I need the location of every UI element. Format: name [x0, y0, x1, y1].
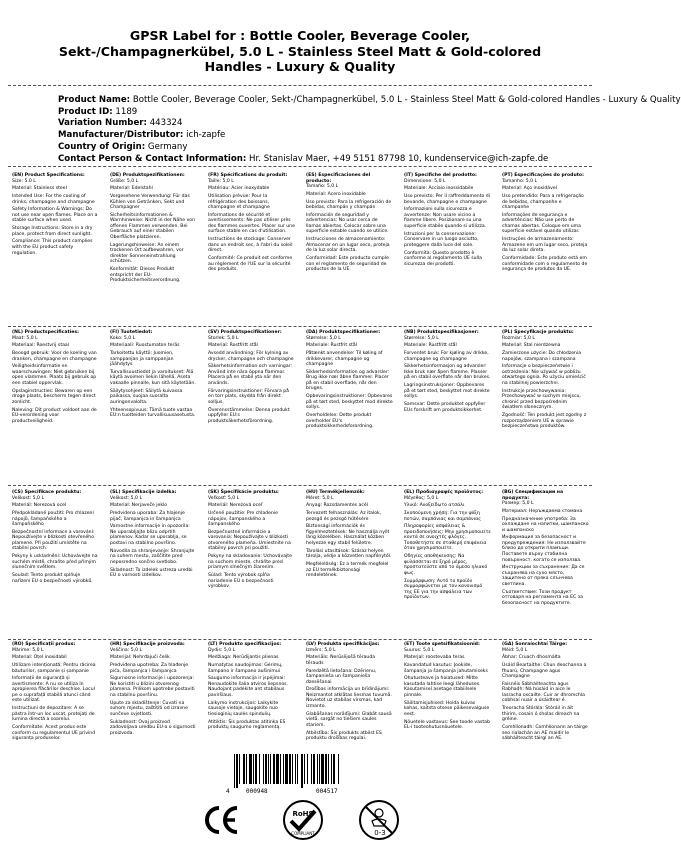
- barcode-bar: [259, 754, 260, 784]
- barcode-bar: [331, 754, 332, 784]
- language-spec-column: [502, 330, 589, 482]
- spec-line: Storlek: 5,0 L: [208, 335, 239, 341]
- spec-line: Sikkerhetsinformasjon og advarsler: Ikke bruk nær åpen flamme. Plasser på en stabil overflate når den brukes.: [404, 364, 491, 381]
- spec-line: Atitiktis: Šis produktas atitinka ES produktų saugumo reglamentą.: [208, 719, 286, 731]
- info-value: Germany: [147, 141, 188, 152]
- spec-line: Instruções de armazenamento: Armazene em um lugar seco, proteja da luz solar direta.: [502, 237, 588, 254]
- age-warning-logo: [358, 799, 400, 841]
- spec-heading: (ES) Especificaciones del producto:: [306, 173, 371, 184]
- language-spec-column: [208, 330, 295, 482]
- spec-line: Súlad: Tento výrobok spĺňa nariadenie EÚ o bezpečnosti výrobkov.: [208, 573, 274, 590]
- divider: [8, 639, 592, 640]
- barcode-bar: [253, 754, 254, 784]
- spec-line: Predvidena uporaba: Za hlajenje pijač, šampanjca in šampanjca: [110, 511, 185, 522]
- language-spec-column: [306, 490, 393, 636]
- barcode-bar: [246, 754, 247, 784]
- spec-line: Velikost: 5,0 L: [110, 495, 142, 501]
- rohs-logo: [282, 799, 324, 841]
- barcode-bar: [280, 754, 281, 784]
- spec-line: Conformidade: Este produto está em conformidade com o regulamento de segurança de produtos da UE.: [502, 256, 588, 273]
- barcode-bars: [228, 754, 374, 788]
- spec-line: Material: Acero inoxidable: [306, 191, 366, 197]
- spec-line: Materijal: Nehrđajući čelik: [110, 655, 170, 661]
- spec-heading: (NL) Productspecificaties:: [12, 330, 79, 335]
- barcode-bar: [328, 754, 329, 784]
- divider: [8, 166, 592, 167]
- spec-line: Medžiaga: Nerūdijantis plienas: [208, 655, 279, 661]
- barcode-bar: [307, 754, 308, 784]
- barcode-bar: [321, 754, 324, 784]
- spec-line: Vorgesehene Verwendung: Für das Kühlen von Getränken, Sekt und Champagner: [110, 194, 190, 211]
- spec-heading: (SK) Špecifikácie produktu:: [208, 490, 279, 495]
- language-spec-column: [12, 173, 99, 323]
- spec-line: Compliance: This product complies with the EU product safety regulation.: [12, 239, 93, 256]
- spec-line: Lagerungshinweise: An einem trockenen Ort aufbewahren, vor direkter Sonneneinstrahlung schützen.: [110, 242, 184, 265]
- spec-line: Instrucțiuni de depozitare: A se păstra într-un loc uscat, protejați de lumina directă a soarelui.: [12, 706, 95, 723]
- spec-heading: (CS) Specifikace produktu:: [12, 490, 82, 495]
- spec-line: Méid: 5,0 L: [502, 647, 528, 653]
- barcode-bar: [325, 754, 327, 784]
- ce-logo: [201, 799, 243, 841]
- info-label: Country of Origin:: [58, 141, 146, 152]
- spec-line: Størrelse: 5,0 L: [404, 335, 439, 341]
- spec-line: Konformität: Dieses Produkt entspricht der EU-Produktsicherheitsverordnung.: [110, 267, 181, 284]
- spec-heading: (DA) Produktspecifikationer:: [306, 330, 381, 335]
- spec-line: Nõuetele vastavus: See toode vastab EL-i tooteohutusnõuetele.: [404, 719, 490, 731]
- spec-line: Drošības informācija un brīdinājumi: Neizmantot atklātas liesmas tuvumā. Novietot uz stabilas virsmas, kad izmanto.: [306, 687, 392, 710]
- spec-line: Avsedd användning: För kylning av drycker, champagne och champagne: [208, 351, 294, 362]
- spec-line: Veľkosť: 5,0 L: [208, 495, 240, 501]
- spec-line: Comhlíonadh: Comhlíonann an táirge seo rialachán an AE maidir le sábháilteacht táirgí an AE.: [502, 725, 588, 742]
- spec-line: Información de seguridad y advertencias: No usar cerca de llamas abiertas. Colocar sobre una superficie estable cuando se utilice.: [306, 212, 389, 235]
- spec-line: Informații de siguranță și avertismente: A nu se utiliza în apropierea flăcărilor deschise. Locul pe o suprafață stabilă atunci când este utilizat.: [12, 676, 95, 704]
- spec-line: Samsvar: Dette produktet oppfyller EUs forskrift om produktsikkerhet.: [404, 401, 486, 413]
- spec-line: Materiale: Rustfritt stål: [404, 343, 457, 349]
- language-spec-column: [404, 173, 491, 323]
- spec-line: Πληροφορίες ασφάλειας & προειδοποιήσεις: Μην χρησιμοποιείτε κοντά σε ανοιχτές φλόγες. Τοποθετήστε σε σταθερή επιφάνεια όταν χρησιμοποιείτε.: [404, 524, 491, 552]
- spec-line: Sigurnosne informacije i upozorenja: Ne koristiti u blizini otvorenog plamena. Prilikom upotrebe postaviti na stabilnu površinu.: [110, 676, 195, 698]
- spec-heading: (PL) Specyfikacje produktu:: [502, 330, 574, 335]
- spec-line: Glabāšanas norādījumi: Glabāt sausā vietā, sargāt no tiešiem saules stariem.: [306, 711, 392, 728]
- barcode-bar: [273, 754, 275, 784]
- spec-line: Veličina: 5,0 L: [110, 647, 143, 653]
- spec-line: Οδηγίες αποθήκευσης: Να φυλάσσεται σε ξηρό μέρος, προστατεύστε από το άμεσο ηλιακό φως.: [404, 554, 488, 576]
- spec-heading: (BG) Спецификации на продукта:: [502, 490, 564, 501]
- spec-line: Laikymo instrukcijos: Laikykite sausoje vietoje, saugokite nuo tiesioginių saulės spindulių.: [208, 700, 279, 717]
- spec-heading: (EN) Product Specifications:: [12, 173, 85, 178]
- spec-line: Opslaginstructies: Bewaren op een droge plaats, bescherm tegen direct zonlicht.: [12, 388, 96, 405]
- spec-line: Størrelse: 5,0 L: [306, 335, 341, 341]
- spec-line: Koko: 5,0 L: [110, 335, 136, 341]
- spec-line: Navodila za shranjevanje: Shranjujte na suhem mestu, zaščitite pred neposredno sončno svetlobo.: [110, 548, 195, 565]
- barcode-bar: [317, 754, 318, 784]
- spec-heading: (LT) Produkto specifikacijos:: [208, 642, 282, 647]
- spec-line: Materiál: Nerezová ocel: [12, 503, 67, 509]
- spec-line: Izmērs: 5,0 L: [306, 647, 336, 653]
- spec-line: Bezpečnostné informácie a varovania: Nepoužívajte v blízkosti otvoreného plameňa. Umiestnite na stabilný povrch pri použití.: [208, 529, 291, 552]
- spec-line: Σκοπούμενη χρήση: Για την ψύξη ποτών, σαμπάνιας και σαμπάνιας: [404, 511, 481, 522]
- spec-line: Förvaringsinstruktioner: Förvara på en torr plats, skydda från direkt solljus.: [208, 388, 289, 405]
- barcode-bar: [304, 754, 305, 784]
- barcode-bar: [297, 754, 298, 784]
- info-value: ich-zapfe: [186, 130, 226, 141]
- spec-line: Material: Rostfritt stål: [208, 343, 258, 349]
- spec-line: Ohutusteave ja hoiatused: Mitte kasutada lahtise leegi läheduses. Kasutamisel asetage stabiilsele pinnale.: [404, 676, 481, 698]
- divider: [8, 326, 592, 327]
- barcode-bar: [276, 754, 279, 784]
- spec-line: Uso previsto: Per il raffreddamento di bevande, champagne e champagne: [404, 194, 490, 205]
- info-label: Manufacturer/Distributor:: [58, 130, 184, 141]
- spec-line: Dydis: 5,0 L: [208, 647, 236, 653]
- spec-heading: (HR) Specifikacije proizvoda:: [110, 642, 185, 647]
- spec-line: Uso previsto: Para la refrigeración de bebidas, champán y champán: [306, 199, 392, 211]
- info-value: 1189: [115, 106, 138, 117]
- barcode-bar: [313, 754, 315, 784]
- spec-line: Tamanho: 5,0 L: [502, 178, 538, 184]
- age-range-text: 0-3: [374, 829, 386, 837]
- spec-line: Saugumo informacija ir įspėjimai: Nenaudokite šalia atviros liepsnos. Naudojant padėkite ant stabilaus paviršiaus.: [208, 676, 289, 698]
- spec-line: Yhteensopivuus: Tämä tuote vastaa EU:n tuotteiden turvallisuusasetusta.: [110, 407, 196, 419]
- spec-heading: (RO) Specificații produs:: [12, 642, 76, 647]
- language-spec-column: [502, 642, 589, 746]
- language-spec-column: [502, 173, 589, 323]
- language-spec-column: [208, 490, 295, 636]
- spec-line: Dimensione: 5,0 L: [404, 178, 446, 184]
- spec-line: Μέγεθος: 5,0 L: [404, 495, 439, 501]
- spec-line: Biztonsági információk és figyelmeztetések: Ne használja nyílt láng közelében. Használat közben helyezze egy stabil felületre.: [306, 524, 390, 546]
- spec-line: Material: Nerjaveče jeklo: [110, 503, 168, 509]
- spec-line: Zgodność: Ten produkt jest zgodny z rozporządzeniem UE w sprawie bezpieczeństwa produktów.: [502, 413, 587, 430]
- spec-line: Материал: Неръждаема стомана: [502, 508, 583, 514]
- spec-line: Storage Instructions: Store in a dry place, protect from direct sunlight.: [12, 226, 93, 237]
- spec-heading: (PT) Especificações do produto:: [502, 173, 584, 178]
- spec-line: Συμμόρφωση: Αυτό το προϊόν συμμορφώνεται με τον κανονισμό της ΕΕ για την ασφάλεια των προϊόντων.: [404, 578, 483, 601]
- product-info-row: [58, 130, 598, 142]
- spec-heading: (ET) Toote spetsifikatsioonid:: [404, 642, 480, 647]
- spec-line: Méret: 5,0 L: [306, 495, 334, 501]
- spec-line: Instrukcje przechowywania: Przechowywać w suchym miejscu, chronić przed bezpośrednim światłem słonecznym.: [502, 388, 581, 411]
- spec-line: Materiaal: Roestvrij staal: [12, 343, 70, 349]
- product-info-row: [58, 95, 681, 107]
- language-spec-column: [110, 490, 197, 636]
- spec-line: Υλικό: Ανοξείδωτο ατσάλι: [404, 503, 465, 509]
- barcode-bar: [255, 754, 257, 784]
- spec-line: Předpokládané použití: Pro chlazení nápojů, šampaňského a šampaňského: [12, 511, 94, 528]
- spec-line: Predviđena upotreba: Za hlađenje pića, šampanjca i šampanjca: [110, 663, 189, 674]
- language-spec-column: [306, 330, 393, 482]
- spec-line: Matériau: Acier inoxydable: [208, 186, 270, 192]
- spec-line: Съответствие: Този продукт отговаря на регламента на ЕС за безопасност на продуктите.: [502, 589, 583, 606]
- barcode: [228, 754, 374, 796]
- barcode-bar: [333, 754, 335, 784]
- spec-line: Tárolási utasítások: Száraz helyen tárolja, védje a közvetlen napfénytől.: [306, 548, 392, 560]
- language-block-row: [0, 330, 600, 482]
- spec-line: Material: Edelstahl: [110, 186, 153, 192]
- spec-line: Numatytas naudojimas: Gėrimų, šampano ir šampano aušinimui: [208, 663, 283, 674]
- spec-line: Faisnéis Sábháilteachta agus Rabhadh: Ná húsáid in aice le lasracha oscailte. Cuir ar dhromchla cobhsaí nuair a úsáidtear é.: [502, 681, 585, 704]
- spec-line: Instrucciones de almacenamiento: Almacenar en un lugar seco, proteja de la luz solar directa.: [306, 237, 390, 254]
- spec-line: Инструкции за съхранение: Да се съхранява на сухо място, защитено от пряка слънчева светлина.: [502, 565, 585, 587]
- spec-line: Bezpečnostní informace a varování: Nepoužívejte v blízkosti otevřeného plamene. Při použití umístěte na stabilní povrch.: [12, 529, 95, 552]
- language-spec-column: [110, 642, 197, 746]
- barcode-bar: [270, 754, 271, 784]
- spec-heading: (FI) Tuotetiedot:: [110, 330, 153, 335]
- spec-line: Tamaño: 5,0 L: [306, 184, 339, 190]
- barcode-bar: [285, 754, 288, 784]
- spec-line: Treoracha Stórála: Stóráil in áit thirim, cosain ó sholas díreach na gréine.: [502, 706, 580, 723]
- rohs-text: RoHS: [292, 810, 314, 818]
- spec-heading: (SL) Specifikacije izdelka:: [110, 490, 177, 495]
- spec-line: Určené použitie: Pre chladenie nápojov, šampanského a šampanského: [208, 511, 278, 528]
- barcode-bar: [234, 754, 235, 788]
- spec-line: Anyag: Rozsdamentes acél: [306, 503, 368, 509]
- barcode-bar: [268, 754, 269, 784]
- spec-heading: (HU) Termékjellemzők:: [306, 490, 365, 495]
- spec-line: Safety Information & Warnings: Do not use near open flames. Place on a stable surface when used.: [12, 207, 98, 224]
- barcode-bar: [289, 754, 291, 784]
- language-spec-column: [404, 642, 491, 746]
- product-info-row: [58, 107, 598, 119]
- spec-line: Velikost: 5,0 L: [12, 495, 44, 501]
- divider: [8, 85, 592, 86]
- spec-line: Påtænkt anvendelse: Til køling af drikkevarer, champagne og champagne: [306, 351, 383, 368]
- language-spec-column: [110, 173, 197, 323]
- language-spec-column: [208, 642, 295, 746]
- barcode-bar: [338, 754, 339, 784]
- product-info-row: [58, 142, 598, 154]
- spec-line: Säilitamisjuhised: Hoida kuivas kohas, kaitsta otsese päikesevalguse eest.: [404, 700, 490, 717]
- spec-line: Veiligheidsinformatie en waarschuwingen: Niet gebruiken bij open vlammen. Plaats bij gebruik op een stabiel oppervlak.: [12, 364, 97, 386]
- spec-line: Atbilstība: Šis produkts atbilst ES produktu drošības regulai.: [306, 730, 382, 742]
- barcode-digits-right: 004517: [316, 788, 338, 795]
- language-spec-column: [306, 642, 393, 746]
- info-label: Contact Person & Contact Information:: [58, 153, 247, 164]
- rohs-compliant-text: COMPLIANT: [291, 831, 315, 836]
- language-spec-column: [502, 490, 589, 636]
- spec-line: Materiál: Nerezová oceľ: [208, 503, 263, 509]
- spec-line: Material: Stainless steel: [12, 186, 67, 192]
- barcode-bar: [265, 754, 267, 784]
- spec-line: Sukladnost: Ovaj proizvod zadovoljava uredbu EU-a o sigurnosti proizvoda.: [110, 719, 196, 736]
- spec-heading: (IT) Specifiche del prodotto:: [404, 173, 477, 178]
- spec-line: Informacje o bezpieczeństwie i ostrzeżenia: Nie używać w pobliżu otwartego ognia. Po użyciu umieścić na stabilnej powierzchni.: [502, 364, 586, 386]
- barcode-bar: [301, 754, 303, 788]
- spec-line: Pokyny k uskladnění: Uchovávejte na suchém místě, chraňte před přímým slunečním světlem.: [12, 554, 98, 571]
- spec-line: Skladnost: Ta izdelek ustreza uredbi EU o varnosti izdelkov.: [110, 567, 193, 579]
- language-spec-column: [404, 330, 491, 482]
- spec-line: Größe: 5,0 L: [110, 178, 139, 184]
- spec-line: Mărime: 5,0 L: [12, 647, 44, 653]
- spec-line: Conformità: Questo prodotto è conforme al regolamento UE sulla sicurezza dei prodotti.: [404, 250, 482, 267]
- spec-line: Informazioni sulla sicurezza e avvertenze: Non usare vicino a fiamme libere. Posizionare su una superficie stabile quando si utilizza.: [404, 207, 487, 229]
- spec-line: Informations de sécurité et avertissements: Ne pas utiliser près des flammes ouvertes. Placer sur une surface stable en cas d'utilisation.: [208, 212, 295, 235]
- spec-heading: (FR) Spécifications du produit:: [208, 173, 288, 178]
- spec-line: Material: Oțel inoxidabil: [12, 655, 67, 661]
- language-spec-column: [12, 330, 99, 482]
- spec-line: Размер: 5,0 L: [502, 501, 534, 507]
- spec-line: Instructions de stockage: Conserver dans un endroit sec, à l'abri du soleil direct.: [208, 237, 293, 254]
- spec-line: Beoogd gebruik: Voor de koeling van dranken, champagne en champagne: [12, 351, 97, 362]
- spec-line: Opbevaringsinstruktioner: Opbevares på et tørt sted, beskyttet mod direkte sollys.: [306, 394, 393, 411]
- spec-line: Forventet bruk: For kjøling av drikke, champagne og champagne: [404, 351, 489, 362]
- spec-line: Informações de segurança e advertências: Não use perto de chamas abertas. Coloque em uma superfície estável quando utilizar.: [502, 212, 581, 235]
- language-block-row: [0, 642, 600, 746]
- product-info-row: [58, 118, 598, 130]
- language-spec-column: [404, 490, 491, 636]
- language-spec-column: [12, 642, 99, 746]
- barcode-bar: [249, 754, 252, 784]
- spec-line: Ábhar: Cruach dhosmálta: [502, 655, 561, 661]
- barcode-digit-prefix: 4: [226, 788, 230, 795]
- spec-line: Uso pretendido: Para a refrigeração de bebidas, champanhe e champanhe: [502, 194, 584, 211]
- barcode-bar: [292, 754, 293, 784]
- info-label: Product Name:: [58, 95, 131, 105]
- spec-line: Material: Aço inoxidável: [502, 186, 557, 192]
- spec-line: Rozmiar: 5,0 L: [502, 335, 535, 341]
- barcode-bar: [295, 754, 296, 784]
- spec-line: Size: 5.0 L: [12, 178, 36, 184]
- spec-line: Materiale: Acciaio inossidabile: [404, 186, 474, 192]
- spec-line: Säkerhetsinformation och varningar: Använd inte nära öppna flammor. Placera på en stabil yta när den används.: [208, 364, 293, 386]
- barcode-bar: [239, 754, 240, 784]
- info-value: Hr. Stanislav Maer, +49 5151 87798 10, kundenservice@ich-zapfe.de: [249, 153, 549, 164]
- spec-heading: (NB) Produktspesifikasjoner:: [404, 330, 479, 335]
- language-block-row: [0, 173, 600, 323]
- product-info: [58, 95, 681, 165]
- barcode-bar: [243, 754, 245, 784]
- spec-line: Lagringsinstruksjoner: Oppbevares på et tørt sted, beskyttet mot direkte sollys.: [404, 383, 490, 400]
- spec-line: Naleving: Dit product voldoet aan de EU-verordening voor productveiligheid.: [12, 407, 97, 424]
- spec-line: Taille: 5,0 L: [208, 178, 234, 184]
- product-info-row: [58, 154, 598, 166]
- spec-heading: (SV) Produktspecifikationer:: [208, 330, 282, 335]
- spec-line: Conformidad: Este producto cumple con el reglamento de seguridad de productos de la UE.: [306, 256, 389, 273]
- info-label: Variation Number:: [58, 118, 147, 129]
- language-spec-column: [110, 330, 197, 482]
- spec-line: Materiale: Rustfrit stål: [306, 343, 357, 349]
- spec-line: Overholdelse: Dette produkt overholder EU's produktsikkerhedsforordning.: [306, 413, 374, 430]
- spec-line: Pokyny na skladovanie: Uchovávajte na suchom mieste, chráňte pred priamym slnečným žiarením.: [208, 554, 292, 571]
- spec-line: Tarkoitettu käyttö: Juomien, samppanjan ja samppanjan jäähdytys: [110, 351, 174, 368]
- spec-line: Conformitate: Acest produs este conform cu regulamentul UE privind siguranța produselor.: [12, 725, 96, 742]
- barcode-bar: [236, 754, 238, 788]
- spec-heading: (EL) Προδιαγραφές προϊόντος:: [404, 490, 484, 495]
- spec-line: Varnostne informacije in opozorila: Ne uporabljajte blizu odprtih plamenov. Kadar se uporablja, se postavi na stabilno površino.: [110, 524, 190, 546]
- spec-line: Materiaali: Ruostumaton teräs: [110, 343, 180, 349]
- language-block-row: [0, 490, 600, 636]
- spec-heading: (GA) Sonraíochtaí Táirge:: [502, 642, 568, 647]
- barcode-bar: [311, 754, 312, 784]
- language-spec-column: [306, 173, 393, 323]
- spec-line: Upute za skladištenje: Čuvati na suhom mjestu, zaštititi od izravne sunčeve svjetlosti.: [110, 700, 188, 717]
- spec-line: Materjal: roostevaba teras: [404, 655, 465, 661]
- spec-line: Megfelelőség: Ez a termék megfelel az EU termékbiztonsági rendeletének.: [306, 561, 389, 579]
- barcode-bar: [283, 754, 284, 784]
- spec-line: Kavandatud kasutus: Jookide, šampanja ja šampanja jahutamiseks: [404, 663, 488, 674]
- barcode-digits-left: 000948: [246, 788, 268, 795]
- spec-line: Zamierzone użycie: Do chłodzenia napojów, szampana i szampana: [502, 351, 582, 362]
- spec-line: Utilisation prévue: Pour la réfrigération des boissons, champagne et champagne: [208, 194, 270, 211]
- info-value: 443324: [149, 118, 183, 129]
- spec-line: Turvallisuustiedot ja varoitukset: Älä käytä avoimen liekin lähellä. Aseta vakaalle pinnalle, kun sitä käytetään.: [110, 369, 196, 386]
- spec-line: Sicherheitsinformationen & Warnhinweise: Nicht in der Nähe von offenen Flammen verwenden. Bei Gebrauch auf einer stabilen Oberfläche platzieren.: [110, 212, 196, 241]
- spec-heading: (DE) Produktspezifikationen:: [110, 173, 185, 178]
- spec-line: Utilizare intenționată: Pentru răcirea băuturilor, șampanie și șampanie: [12, 663, 96, 674]
- info-label: Product ID:: [58, 106, 113, 117]
- spec-heading: (LV) Produkta specifikācijas:: [306, 642, 380, 647]
- spec-line: Intended Use: For the cooling of drinks, champagne and champagne: [12, 194, 95, 205]
- spec-line: Materiāls: Nerūsējošā tērauda tērauds: [306, 655, 376, 666]
- language-spec-column: [208, 173, 295, 323]
- page-title: GPSR Label for : Bottle Cooler, Beverage Cooler, Sekt-/Champagnerkübel, 5.0 L - Stainless Steel Matt & Gold-colored Handles - Luxury & Quality: [58, 28, 542, 74]
- spec-line: Suurus: 5,0 L: [404, 647, 435, 653]
- barcode-bar: [319, 754, 320, 784]
- spec-line: Maat: 5,0 L: [12, 335, 38, 341]
- spec-line: Информация за безопасност и предупреждения: Не използвайте близо до открити пламъци. Поставете върху стабилна повърхност, когато се използва.: [502, 535, 586, 563]
- spec-line: Överensstämmelse: Denna produkt uppfyller EU:s produktsäkerhetsförordning.: [208, 407, 290, 424]
- spec-line: Tervezett felhasználás: Az italok, pezsgő és pezsgő hűtésére: [306, 511, 382, 522]
- spec-line: Sikkerhedsinformation og advarsler: Brug ikke nær åbne flammer. Placer på en stabil overflade, når den bruges.: [306, 369, 390, 392]
- info-value: Bottle Cooler, Beverage Cooler, Sekt-/Champagnerkübel, 5.0 L - Stainless Steel Matt & Gold-colored Handles - Luxury & Quality: [132, 95, 681, 105]
- spec-line: Istruzioni per la conservazione: Conservare in un luogo asciutto, proteggere dalla luce del sole.: [404, 231, 479, 248]
- divider: [8, 485, 592, 486]
- spec-line: Úsáid Beartaithe: Chun deochanna a fhuarú, Champagne agus Champagne: [502, 663, 587, 680]
- spec-line: Säilytysohjeet: Säilytä kuivassa paikassa, suojaa suoralta auringonvalolta.: [110, 388, 183, 405]
- spec-line: Paredzētā lietošana: Dzērienu, šampanieša un šampanieša dzesēšanai: [306, 668, 377, 685]
- spec-line: Предназначение употреба: За охлаждане на напитки, шампанско и шампанско: [502, 516, 589, 533]
- barcode-bar: [263, 754, 264, 784]
- spec-line: Conformité: Ce produit est conforme au règlement de l'UE sur la sécurité des produits.: [208, 256, 293, 273]
- spec-line: Soulad: Tento produkt splňuje nařízení EU o bezpečnosti výrobků.: [12, 573, 93, 584]
- language-spec-column: [12, 490, 99, 636]
- spec-line: Materiał: Stal nierdzewna: [502, 343, 561, 349]
